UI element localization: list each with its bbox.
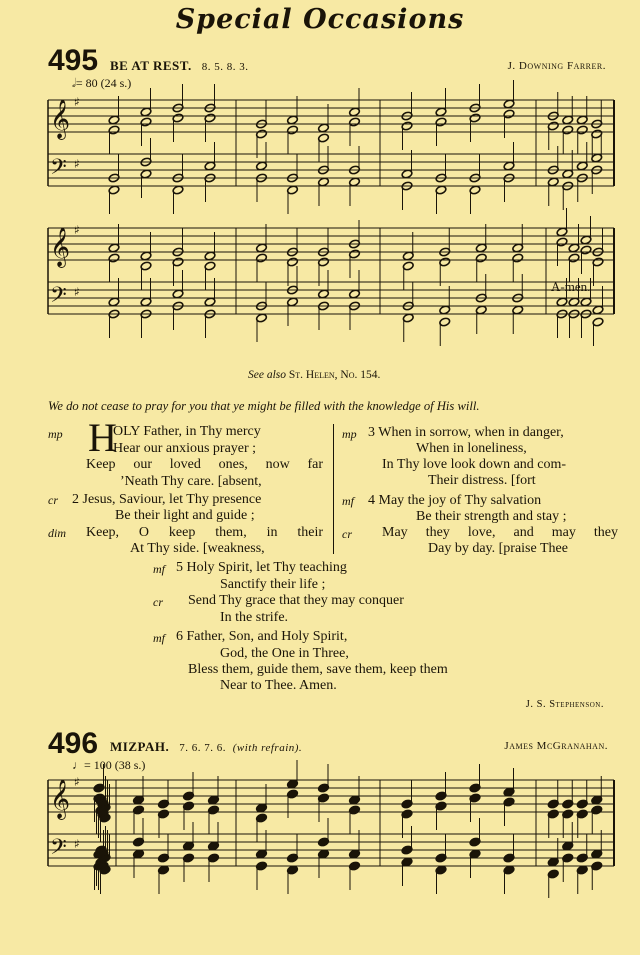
tune-name: MIZPAH. bbox=[110, 739, 170, 754]
tempo-value: = 100 (38 s.) bbox=[84, 758, 146, 772]
tune-name: BE AT REST. bbox=[110, 58, 192, 73]
verse-5-line-2: Sanctify their life ; bbox=[220, 577, 326, 592]
verse-1-line-1: OLY Father, in Thy mercy bbox=[113, 424, 261, 439]
tune-meter-note: (with refrain). bbox=[232, 742, 303, 754]
verse-2-line-2: Be their light and guide ; bbox=[115, 508, 255, 523]
hymn-number-495: 495 bbox=[48, 44, 99, 77]
verse-3-line-1: 3 When in sorrow, when in danger, bbox=[368, 425, 564, 440]
verse-4-line-1: 4 May the joy of Thy salvation bbox=[368, 493, 542, 508]
verse-4-line-4: Day by day. [praise Thee bbox=[428, 541, 568, 556]
treble-clef-icon: 𝄞 bbox=[50, 227, 71, 267]
sharp-icon: ♯ bbox=[74, 285, 80, 299]
drop-cap: H bbox=[88, 415, 117, 460]
dynamic-mark: cr bbox=[48, 493, 58, 507]
verse-6-line-3: Bless them, guide them, save them, keep them bbox=[188, 662, 448, 677]
verse-5-line-3: Send Thy grace that they may conquer bbox=[188, 593, 404, 608]
dynamic-mark: mf bbox=[153, 562, 165, 576]
tune-meter: 7. 6. 7. 6. bbox=[179, 742, 226, 754]
page-heading: Special Occasions bbox=[175, 4, 465, 35]
dynamic-mark: cr bbox=[342, 527, 352, 541]
verse-4-line-2: Be their strength and stay ; bbox=[416, 509, 567, 524]
verse-6-line-1: 6 Father, Son, and Holy Spirit, bbox=[176, 629, 348, 644]
verse-2-line-1: 2 Jesus, Saviour, let Thy presence bbox=[72, 492, 262, 507]
sharp-icon: ♯ bbox=[74, 223, 80, 237]
dynamic-mark: mp bbox=[342, 427, 357, 441]
quarter-note-icon: ♩ bbox=[72, 758, 84, 772]
bass-clef-icon: 𝄢 bbox=[50, 835, 67, 865]
verse-5-line-4: In the strife. bbox=[220, 610, 289, 625]
dynamic-mark: mp bbox=[48, 427, 63, 441]
bass-clef-icon: 𝄢 bbox=[50, 283, 67, 313]
author: J. S. Stephenson. bbox=[525, 699, 604, 710]
verse-1-line-2: Hear our anxious prayer ; bbox=[113, 441, 257, 456]
half-note-icon: 𝅗𝅥 bbox=[72, 76, 76, 90]
verse-6-line-4: Near to Thee. Amen. bbox=[220, 678, 337, 693]
scripture-text: We do not cease to pray for you that ye might be filled with the knowledge of His will. bbox=[48, 399, 480, 413]
sharp-icon: ♯ bbox=[74, 837, 80, 851]
verse-6-line-2: God, the One in Three, bbox=[220, 646, 349, 661]
dynamic-mark: mf bbox=[153, 631, 165, 645]
tune-title-496 bbox=[110, 739, 302, 755]
sharp-icon: ♯ bbox=[74, 95, 80, 109]
see-also-text: See also bbox=[248, 369, 287, 381]
amen-label: A-men. bbox=[551, 279, 591, 294]
verse-3-line-4: Their distress. [fort bbox=[428, 473, 536, 488]
see-also bbox=[248, 369, 380, 381]
hymn-number-496: 496 bbox=[48, 727, 99, 760]
dynamic-mark: cr bbox=[153, 595, 163, 609]
bass-clef-icon: 𝄢 bbox=[50, 155, 67, 185]
verse-1-line-4: ’Neath Thy care. [absent, bbox=[120, 474, 262, 489]
verse-5-line-1: 5 Holy Spirit, let Thy teaching bbox=[176, 560, 347, 575]
treble-clef-icon: 𝄞 bbox=[50, 99, 71, 139]
tune-meter: 8. 5. 8. 3. bbox=[201, 61, 249, 73]
column-divider bbox=[333, 424, 334, 554]
verse-3-line-3: In Thy love look down and com- bbox=[382, 457, 567, 472]
treble-clef-icon: 𝄞 bbox=[50, 779, 71, 819]
verse-4-line-3: May they love, and may they bbox=[382, 525, 618, 540]
see-also-ref: St. Helen, No. 154. bbox=[288, 369, 381, 381]
verse-2-line-3: Keep, O keep them, in their bbox=[86, 525, 323, 540]
sharp-icon: ♯ bbox=[74, 157, 80, 171]
dynamic-mark: dim bbox=[48, 526, 66, 540]
tempo-value: = 80 (24 s.) bbox=[75, 76, 132, 90]
dynamic-mark: mf bbox=[342, 494, 354, 508]
sharp-icon: ♯ bbox=[74, 775, 80, 789]
verse-3-line-2: When in loneliness, bbox=[416, 441, 527, 456]
tempo-496 bbox=[72, 758, 145, 773]
composer-495: J. Downing Farrer. bbox=[507, 60, 606, 72]
verse-2-line-4: At Thy side. [weakness, bbox=[130, 541, 265, 556]
composer-496: James McGranahan. bbox=[504, 740, 608, 752]
verse-1-line-3: Keep our loved ones, now far bbox=[86, 457, 323, 472]
